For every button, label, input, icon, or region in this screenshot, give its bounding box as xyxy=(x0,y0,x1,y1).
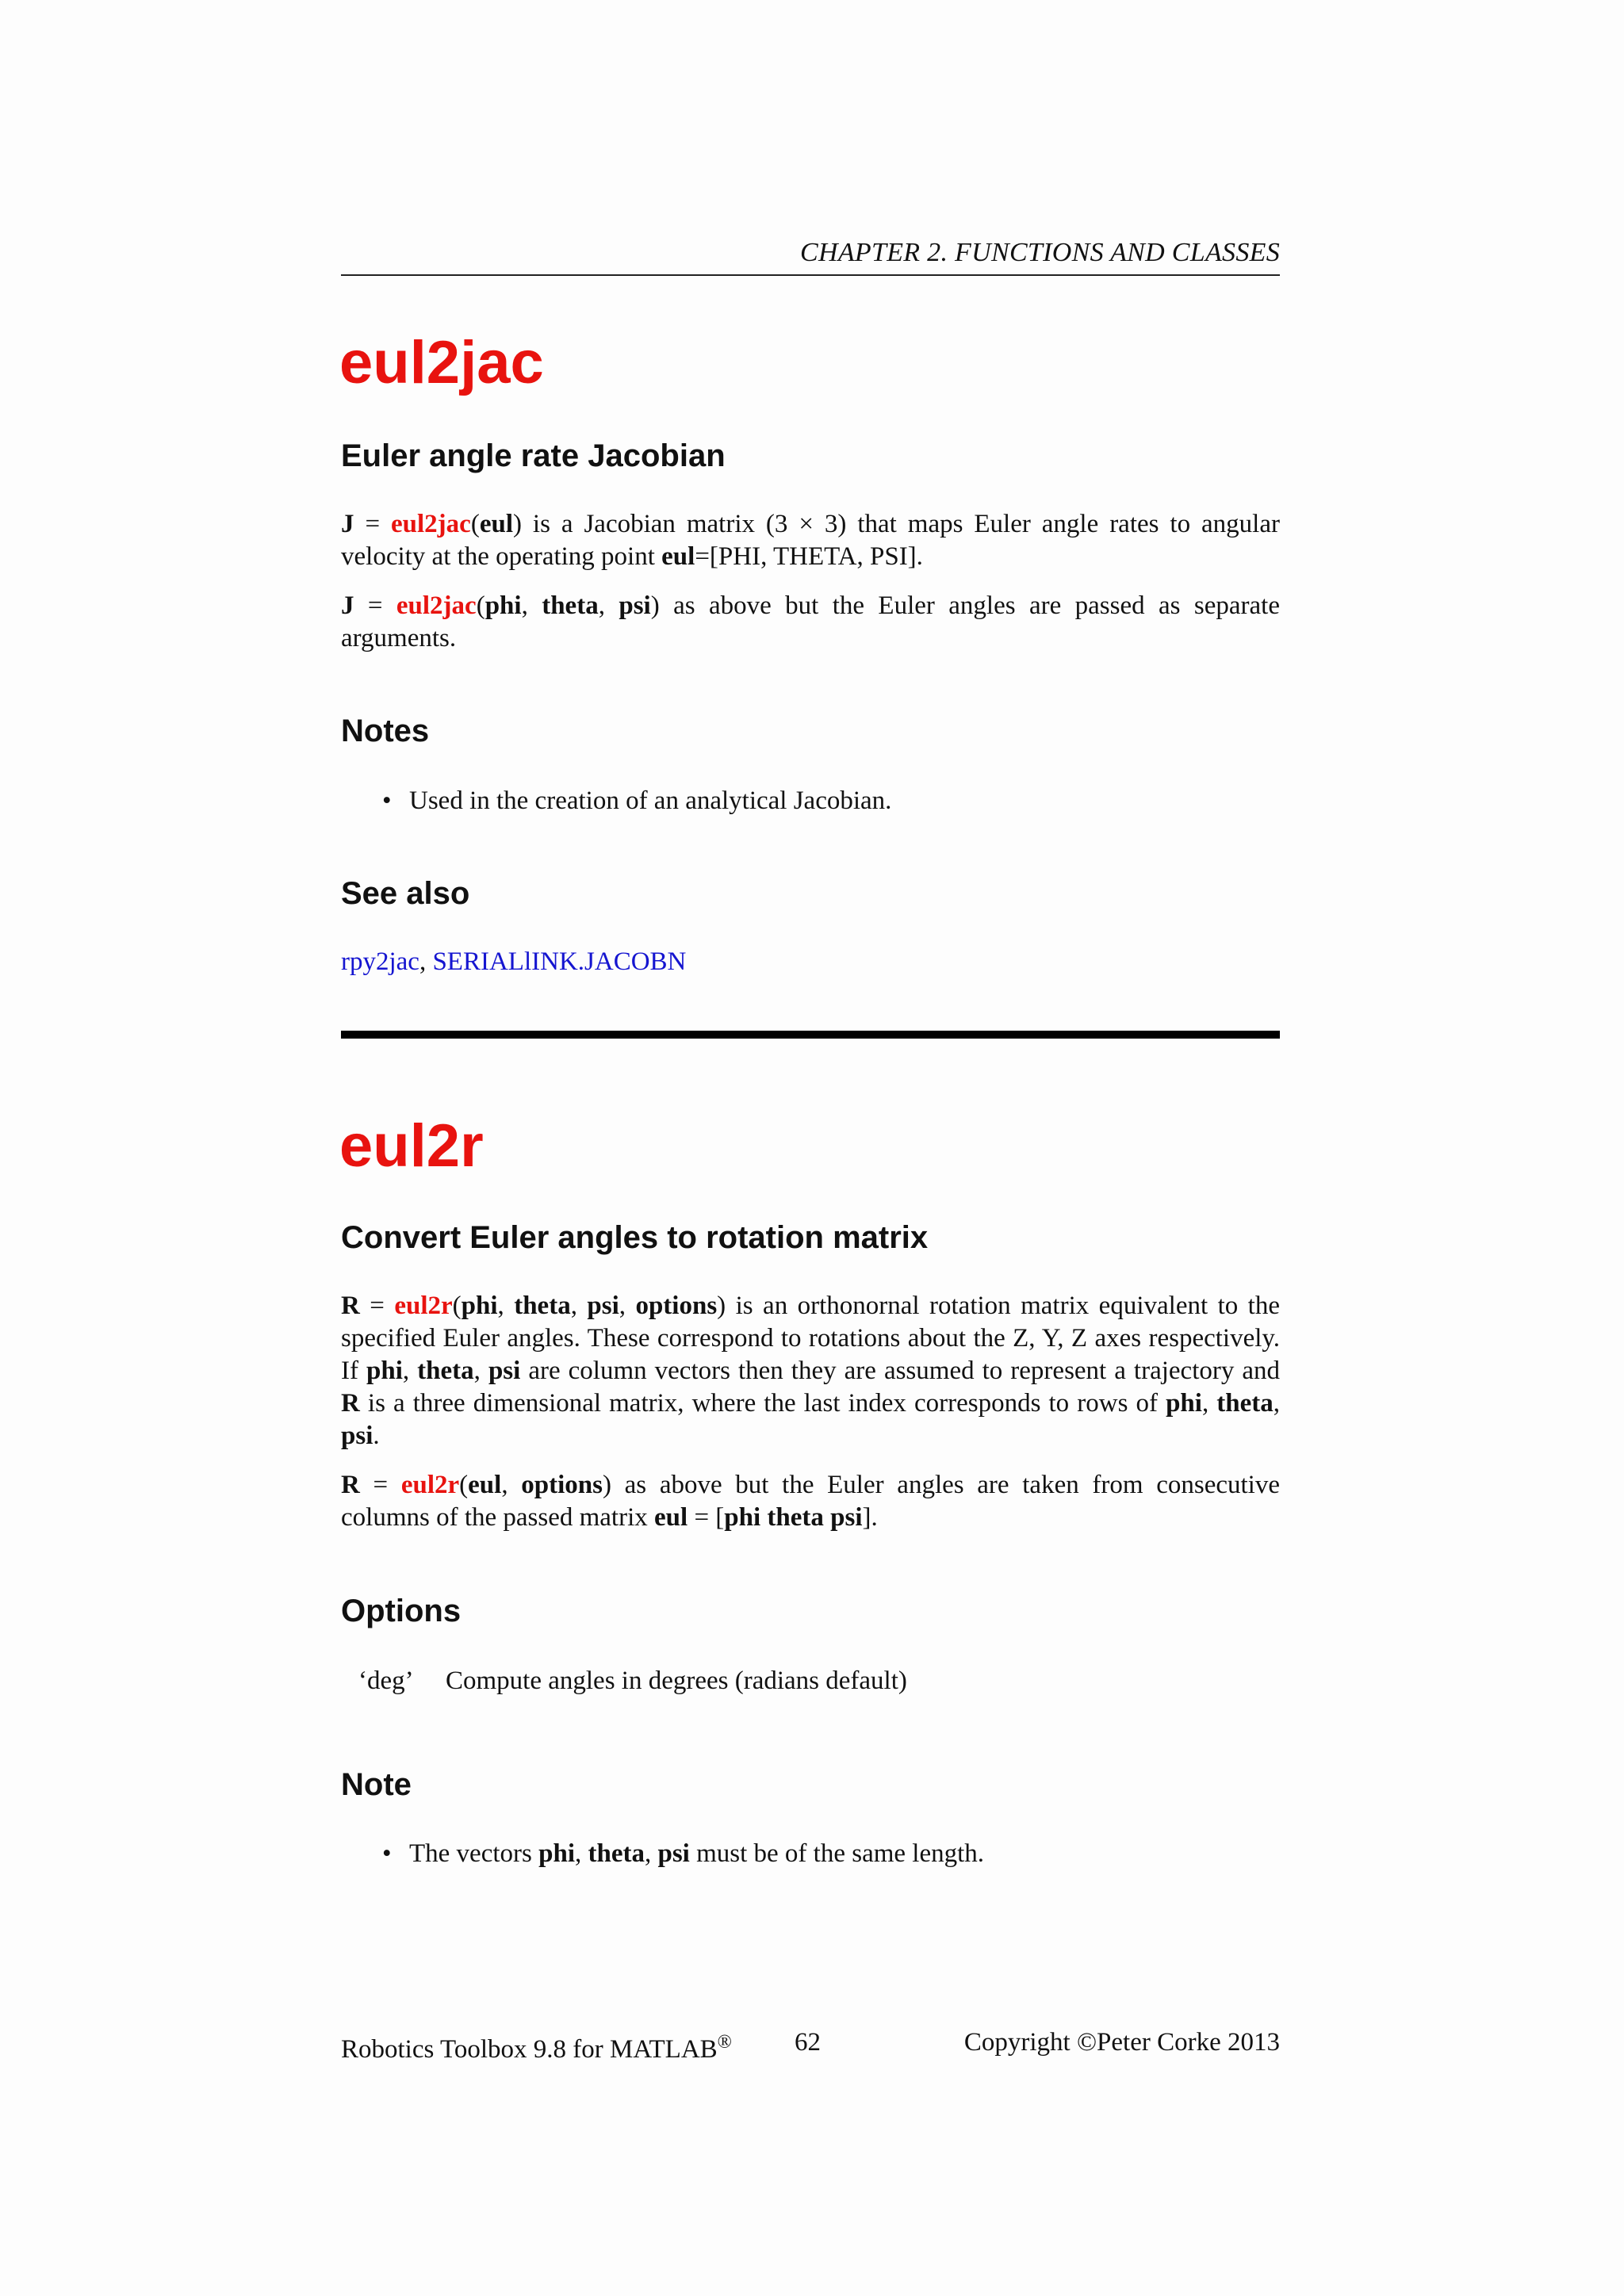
see-also-links: rpy2jac, SERIALlINK.JACOBN xyxy=(341,947,687,976)
eul2jac-description-2: J = eul2jac(phi, theta, psi) as above but the Euler angles are passed as separate arguments. xyxy=(341,591,1280,652)
bullet-icon: • xyxy=(382,786,392,815)
note-heading: Note xyxy=(341,1767,412,1802)
option-description: Compute angles in degrees (radians default) xyxy=(446,1667,907,1695)
page-number: 62 xyxy=(795,2028,821,2057)
eul2jac-description-1: J = eul2jac(eul) is a Jacobian matrix (3 × 3) that maps Euler angle rates to angular velocity at the operating point eul=[PHI, THETA, PSI]. xyxy=(341,510,1280,571)
options-heading: Options xyxy=(341,1594,462,1628)
eul2r-description-2: R = eul2r(eul, options) as above but the Euler angles are taken from consecutive columns of the passed matrix eul = [phi theta psi]. xyxy=(341,1471,1280,1532)
function-subtitle-eul2jac: Euler angle rate Jacobian xyxy=(341,438,726,473)
note-list-item: • The vectors phi, theta, psi must be of the same length. xyxy=(382,1838,984,1870)
function-title-eul2jac: eul2jac xyxy=(339,329,544,396)
notes-heading: Notes xyxy=(341,714,430,748)
function-title-eul2r: eul2r xyxy=(339,1112,484,1180)
option-key: ‘deg’ xyxy=(358,1667,414,1695)
eul2r-description-1: R = eul2r(phi, theta, psi, options) is an orthonornal rotation matrix equivalent to the specified Euler angles. These correspond to rotations about the Z, Y, Z axes respectively. If phi, theta, psi are column vectors then they are assumed to represent a trajectory and R is a three dimensional matrix, where the last index corresponds to rows of phi, theta, psi. xyxy=(341,1292,1281,1450)
section-divider xyxy=(341,1031,1280,1039)
link-rpy2jac[interactable]: rpy2jac xyxy=(341,947,419,976)
running-header: CHAPTER 2. FUNCTIONS AND CLASSES xyxy=(800,238,1280,267)
link-seriallink-jacobn[interactable]: SERIALlINK.JACOBN xyxy=(432,947,687,976)
footer-book-title: Robotics Toolbox 9.8 for MATLAB® xyxy=(341,2032,732,2064)
footer-copyright: Copyright ©Peter Corke 2013 xyxy=(963,2028,1280,2057)
notes-list-item: • Used in the creation of an analytical Jacobian. xyxy=(382,785,891,817)
see-also-heading: See also xyxy=(341,876,470,911)
option-row xyxy=(358,1665,907,1697)
header-rule xyxy=(341,274,1280,276)
bullet-icon: • xyxy=(382,1839,392,1868)
function-subtitle-eul2r: Convert Euler angles to rotation matrix xyxy=(341,1220,929,1255)
document-page xyxy=(341,0,1280,2296)
